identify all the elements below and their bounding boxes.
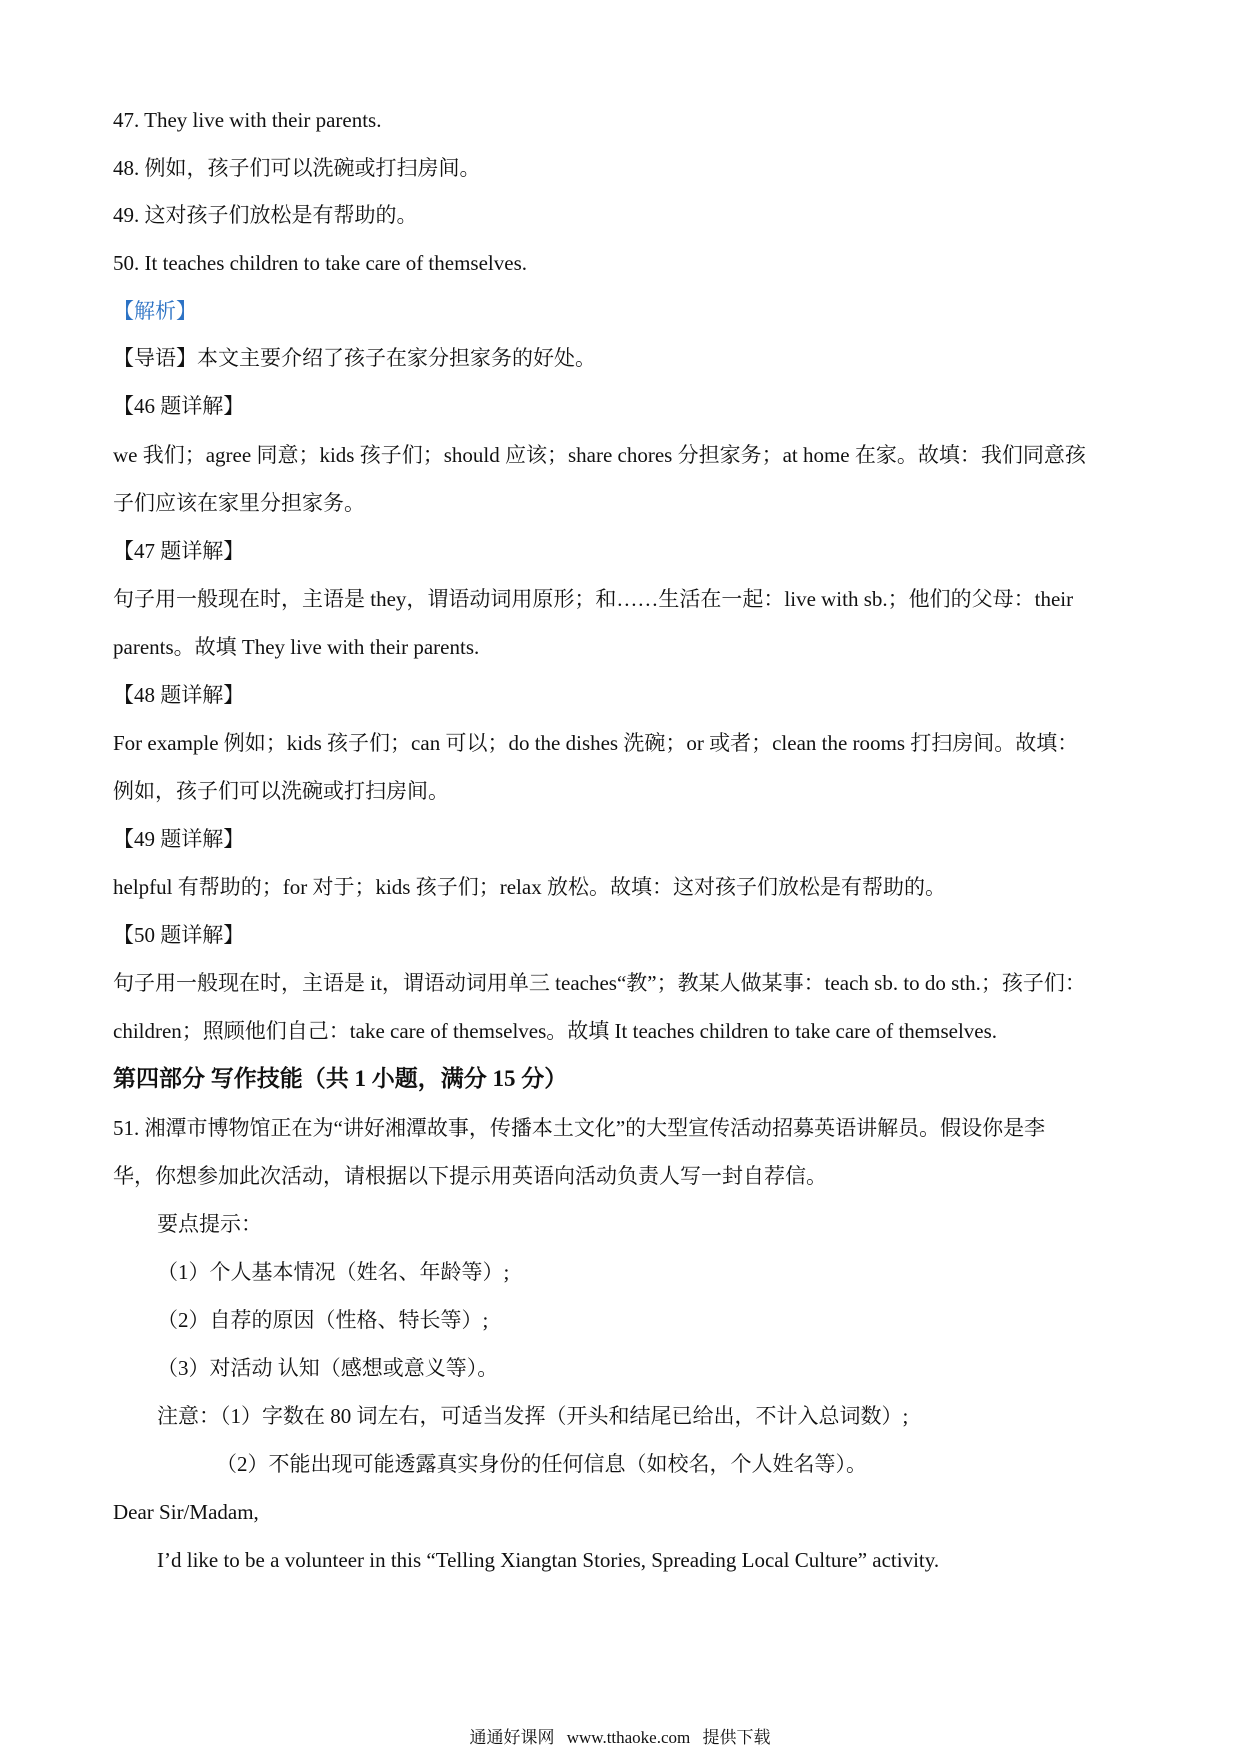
q48-title: 【48 题详解】 [113, 683, 245, 707]
analysis-label: 【解析】 [113, 299, 197, 323]
note-2: （2）不能出现可能透露真实身份的任何信息（如校名，个人姓名等）。 [216, 1452, 867, 1476]
q50-line-2: children；照顾他们自己：take care of themselves。故填 It teaches children to take care of themselves. [113, 1019, 998, 1043]
q48-line-2: 例如，孩子们可以洗碗或打扫房间。 [113, 779, 449, 803]
q50-title: 【50 题详解】 [113, 923, 245, 947]
q46-line-2: 子们应该在家里分担家务。 [113, 491, 365, 515]
section-4-heading: 第四部分 写作技能（共 1 小题，满分 15 分） [113, 1066, 568, 1091]
q46-title: 【46 题详解】 [113, 394, 245, 418]
note-1: 注意：（1）字数在 80 词左右，可适当发挥（开头和结尾已给出，不计入总词数）; [157, 1404, 909, 1428]
q49-title: 【49 题详解】 [113, 827, 245, 851]
tip-1: （1）个人基本情况（姓名、年龄等）; [157, 1260, 510, 1284]
footer-url[interactable]: www.tthaoke.com [566, 1728, 691, 1747]
answer-48: 48. 例如，孩子们可以洗碗或打扫房间。 [113, 156, 481, 180]
q47-title: 【47 题详解】 [113, 539, 245, 563]
q51-line-2: 华，你想参加此次活动，请根据以下提示用英语向活动负责人写一封自荐信。 [113, 1164, 827, 1188]
page-footer [0, 1723, 1240, 1748]
tip-2: （2）自荐的原因（性格、特长等）; [157, 1308, 489, 1332]
q50-line-1: 句子用一般现在时，主语是 it，谓语动词用单三 teaches“教”；教某人做某事：teach sb. to do sth.；孩子们： [113, 971, 1086, 995]
answer-47: 47. They live with their parents. [113, 108, 382, 132]
letter-salutation: Dear Sir/Madam, [113, 1500, 259, 1524]
tip-3: （3）对活动 认知（感想或意义等）。 [157, 1356, 499, 1380]
q49-line-1: helpful 有帮助的；for 对于；kids 孩子们；relax 放松。故填：这对孩子们放松是有帮助的。 [113, 875, 946, 899]
intro-text: 【导语】本文主要介绍了孩子在家分担家务的好处。 [113, 346, 596, 370]
q47-line-2: parents。故填 They live with their parents. [113, 635, 480, 659]
q47-line-1: 句子用一般现在时，主语是 they，谓语动词用原形；和……生活在一起：live with sb.；他们的父母：their [113, 587, 1074, 611]
q51-line-1: 51. 湘潭市博物馆正在为“讲好湘潭故事，传播本土文化”的大型宣传活动招募英语讲解员。假设你是李 [113, 1116, 1046, 1140]
q48-line-1: For example 例如；kids 孩子们；can 可以；do the dishes 洗碗；or 或者；clean the rooms 打扫房间。故填： [113, 731, 1079, 755]
q46-line-1: we 我们；agree 同意；kids 孩子们；should 应该；share chores 分担家务；at home 在家。故填：我们同意孩 [113, 443, 1086, 467]
footer-suffix: 提供下载 [702, 1728, 771, 1747]
tips-title: 要点提示： [157, 1212, 262, 1236]
answer-49: 49. 这对孩子们放松是有帮助的。 [113, 203, 418, 227]
answer-50: 50. It teaches children to take care of themselves. [113, 251, 527, 275]
footer-site-name: 通通好课网 [469, 1728, 555, 1747]
letter-opening: I’d like to be a volunteer in this “Telling Xiangtan Stories, Spreading Local Culture” activity. [157, 1548, 940, 1572]
